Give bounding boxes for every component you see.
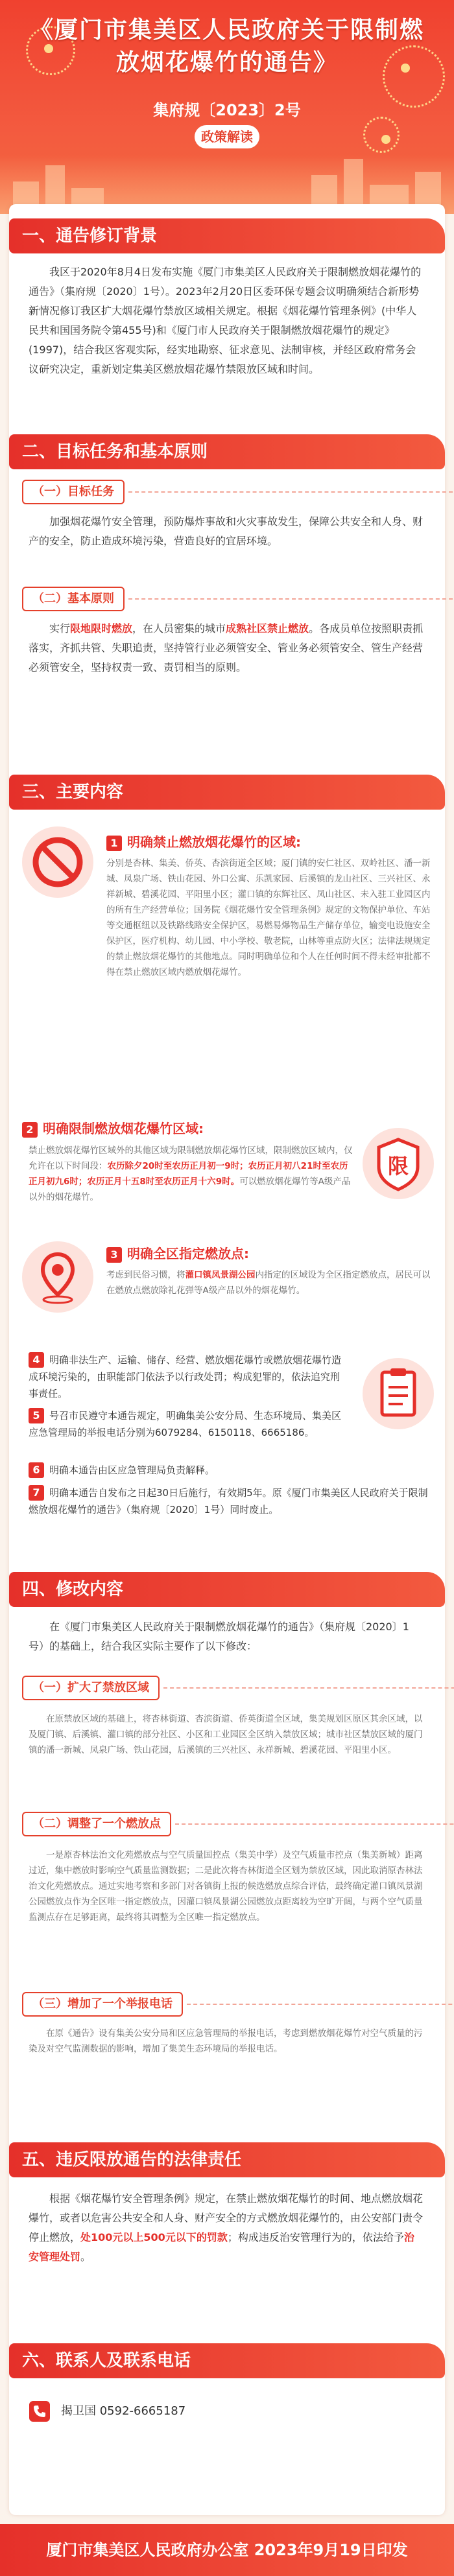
footer: 厦门市集美区人民政府办公室 2023年9月19日印发 — [0, 2524, 454, 2576]
item-4: 4 明确非法生产、运输、储存、经营、燃放烟花爆竹或燃放烟花爆竹造成环境污染的，由职能部门依法予以行政处罚；构成犯罪的，依法追究刑事责任。 — [29, 1353, 342, 1399]
subsection-title: （二）调整了一个燃放点 — [22, 1812, 171, 1836]
item-body: 在原禁放区域的基础上，将杏林街道、杏滨街道、侨英街道全区域，集美规划区原区其余区域，以及厦门镇、后溪镇、灌口镇的部分社区、小区和工业园区全区纳入禁放区域；城市社区禁放区域的厦门镇的潘一新城、凤泉广场、铁山花园，后溪镇的三兴社区、永祥新城、碧溪花园、平阳里小区。 — [29, 1714, 423, 1755]
section-title: 五、违反限放通告的法律责任 — [22, 2150, 242, 2170]
highlight-text: 治安管理处罚 — [29, 2231, 414, 2263]
subsection-title: （二）基本原则 — [22, 587, 125, 611]
section-body: 根据《烟花爆竹安全管理条例》规定，在禁止燃放烟花爆竹的时间、地点燃放烟花爆竹，或者以危害公共安全和人身、财产安全的方式燃放烟花爆竹的，由公安部门责令停止燃放，处100元以上500元以下的罚款；构成违反治安管理行为的，依法给予治安管理处罚。 — [29, 2192, 424, 2263]
section-title: 三、主要内容 — [22, 782, 124, 802]
section-title: 六、联系人及联系电话 — [22, 2351, 191, 2371]
section-body: 实行限地限时燃放，在人员密集的城市成熟社区禁止燃放。各成员单位按照职责抓落实，齐抓共管、失职追责，坚持管行业必须管安全、管业务必须管安全、管生产经营必须管安全，坚持权责一致、责罚相当的原则。 — [29, 622, 424, 673]
content-card — [9, 204, 445, 2515]
checklist-icon — [363, 1358, 434, 1429]
restriction-icon — [363, 1128, 434, 1199]
document-number: 集府规〔2023〕2号 — [153, 101, 301, 119]
section-title: 二、目标任务和基本原则 — [22, 442, 208, 462]
section-header — [9, 775, 445, 810]
highlight-text: 处100元以上500元以下的罚款 — [80, 2231, 228, 2243]
item-5: 5 号召市民遵守本通告规定，明确集美公安分局、生态环境局、集美区应急管理局的举报电话分别为6079284、6150118、6665186。 — [29, 1409, 342, 1438]
section-header — [9, 2343, 445, 2378]
item-7: 7 明确本通告自发布之日起30日后施行，有效期5年。原《厦门市集美区人民政府关于限制燃放烟花爆竹的通告》（集府规〔2020〕1号）同时废止。 — [29, 1486, 428, 1516]
section-header — [9, 434, 445, 469]
item-title: 1 明确禁止燃放烟花爆竹的区域: — [106, 832, 301, 851]
highlight-text: 限地限时燃放 — [70, 622, 133, 635]
item-body: 考虑到民俗习惯，将灌口镇凤景湖公园内指定的区域设为全区指定燃放点，居民可以在燃放点燃放除礼花弹等A级产品以外的烟花爆竹。 — [106, 1270, 431, 1296]
header-banner — [0, 0, 454, 214]
section-header — [9, 2142, 445, 2177]
location-pin-icon — [22, 1241, 93, 1313]
section-body: 我区于2020年8月4日发布实施《厦门市集美区人民政府关于限制燃放烟花爆竹的通告》（集府规〔2020〕1号）。2023年2月20日区委环保专题会议明确须结合新形势新情况修订我区扩大烟花爆竹禁放区域相关规定。根据《烟花爆竹管理条例》(中华人民共和国国务院令第455号)和《厦门市人民政府关于限制燃放烟花爆竹的规定》(1997)，结合我区客观实际，经实地勘察、征求意见、法制审核，并经区政府常务会议研究决定，重新划定集美区燃放烟花爆竹禁限放区域和时间。 — [29, 266, 422, 375]
item-body: 在原《通告》设有集美公安分局和区应急管理局的举报电话，考虑到燃放烟花爆竹对空气质量的污染及对空气监测数据的影响，增加了集美生态环境局的举报电话。 — [29, 2028, 423, 2054]
section-title: 四、修改内容 — [22, 1580, 124, 1599]
page-title: 《厦门市集美区人民政府关于限制燃放烟花爆竹的通告》 — [29, 17, 424, 76]
section-header — [9, 1572, 445, 1607]
firework-decoration — [363, 117, 400, 153]
contact-info: 揭卫国 0592-6665187 — [61, 2404, 186, 2418]
highlight-text: 成熟社区禁止燃放 — [226, 622, 309, 635]
phone-icon — [29, 2400, 51, 2422]
item-body: 一是原杏林法治文化苑燃放点与空气质量国控点（集美中学）及空气质量市控点（集美新城）距离过近，集中燃放时影响空气质量监测数据；二是此次将杏林街道全区划为禁放区域，因此取消原杏林法治文化苑燃放点。通过实地考察和多部门对各镇街上报的候选燃放点综合评估，最终确定灌口镇凤景湖公园燃放点作为全区唯一指定燃放点，因灌口镇凤景湖公园燃放点距离较为空旷开阔，与两个空气质量监测点存在足够距离，最终将其调整为全区唯一指定燃放点。 — [29, 1850, 423, 1923]
item-title: 3 明确全区指定燃放点: — [106, 1243, 249, 1263]
subsection-title: （三）增加了一个举报电话 — [22, 1992, 183, 2017]
subsection-title: （一）扩大了禁放区域 — [22, 1676, 160, 1700]
item-6: 6 明确本通告由区应急管理局负责解释。 — [29, 1462, 431, 1479]
item-title: 2 明确限制燃放烟花爆竹区域: — [22, 1118, 204, 1138]
policy-tag: 政策解读 — [195, 125, 259, 148]
highlight-text: 灌口镇凤景湖公园 — [185, 1270, 256, 1280]
section-title: 一、通告修订背景 — [22, 226, 158, 246]
highlight-text: 农历除夕20时至农历正月初一9时；农历正月初八21时至农历正月初九6时；农历正月十五8时至农历正月十六9时。 — [29, 1161, 348, 1187]
prohibition-icon — [22, 826, 93, 898]
item-body: 分别是杏林、集美、侨英、杏滨街道全区域；厦门镇的安仁社区、双岭社区、潘一新城、凤泉广场、铁山花园、外口公寓、乐凯家园、后溪镇的龙山社区、三兴社区、永祥新城、碧溪花园、平阳里小区；灌口镇的东辉社区、凤山社区、未入驻工业园区内的所有生产经营单位；国务院《烟花爆竹安全管理条例》规定的文物保护单位、车站等交通枢纽以及铁路线路安全保护区，易燃易爆物品生产储存单位，输变电设施安全保护区，医疗机构、幼儿园、中小学校、敬老院，山林等重点防火区；法律法规规定的禁止燃放烟花爆竹的其他地点。同时明确单位和个人在任何时间不得未经审批都不得在禁止燃放区域内燃放烟花爆竹。 — [106, 858, 431, 978]
section-body: 在《厦门市集美区人民政府关于限制燃放烟花爆竹的通告》（集府规〔2020〕1号）的基础上，结合我区实际主要作了以下修改： — [29, 1621, 409, 1652]
item-body: 禁止燃放烟花爆竹区域外的其他区域为限制燃放烟花爆竹区域，限制燃放区域内，仅允许在以下时间段：农历除夕20时至农历正月初一9时；农历正月初八21时至农历正月初九6时；农历正月十五8时至农历正月十六9时。可以燃放烟花爆竹等A级产品以外的烟花爆竹。 — [29, 1145, 353, 1202]
subsection-title: （一）目标任务 — [22, 480, 125, 504]
section-header — [9, 218, 445, 253]
section-body: 加强烟花爆竹安全管理，预防爆炸事故和火灾事故发生，保障公共安全和人身、财产的安全，防止造成环境污染，营造良好的宜居环境。 — [29, 515, 424, 547]
svg-text:限: 限 — [387, 1154, 409, 1178]
